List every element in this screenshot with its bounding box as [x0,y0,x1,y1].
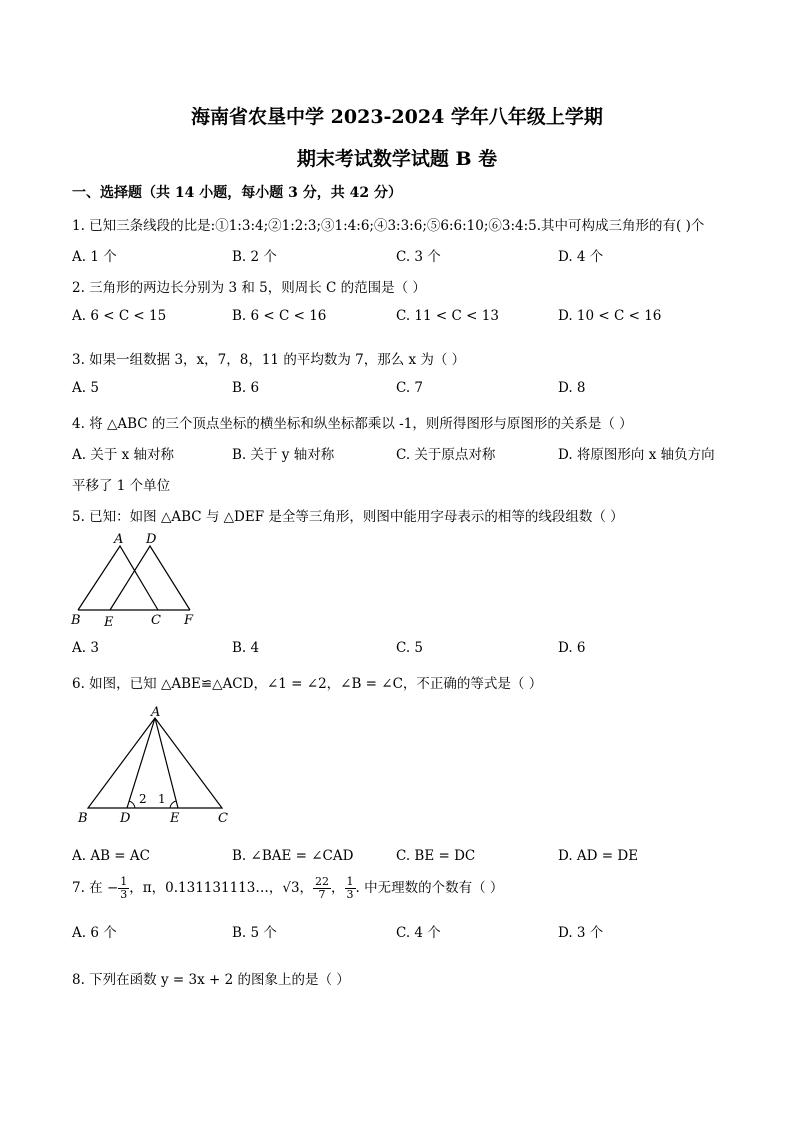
q5-option-c[interactable]: C. 5 [396,640,424,656]
question-7-stem: 7. 在 − $\frac{1}{3}$ ，π，0.131131113…，√3， $\frac{22}{7}$ ， $\frac{1}{3}$ . 中无理数的个数有（ ） [72,875,504,901]
q7-frac1-num: 1 [120,875,128,888]
q3-option-c[interactable]: C. 7 [396,380,424,396]
title-line-1: 海南省农垦中学 2023-2024 学年八年级上学期 [191,106,603,128]
q6-option-a[interactable]: A. AB = AC [72,848,150,864]
triangle-abc [78,546,158,610]
q1-option-c[interactable]: C. 3 个 [396,249,441,265]
angle-2-label: 2 [139,792,147,806]
q7-fraction-2 [313,876,331,901]
label-e: E [170,811,180,826]
label-a: A [151,705,161,720]
question-2-stem: 2. 三角形的两边长分别为 3 和 5，则周长 C 的范围是（ ） [72,280,426,296]
q5-option-a[interactable]: A. 3 [72,640,99,656]
question-8-stem: 8. 下列在函数 y = 3x + 2 的图象上的是（ ） [72,972,350,988]
figure-q6-triangle [72,704,242,830]
q4-option-b[interactable]: B. 关于 y 轴对称 [232,447,335,463]
q2-option-b[interactable]: B. 6 < C < 16 [232,308,327,324]
question-1-stem: 1. 已知三条线段的比是:①1:3:4;②1:2:3;③1:4:6;④3:3:6;⑤6:6:10;⑥3:4:5.其中可构成三角形的有( )个 [72,218,705,234]
q7-option-d[interactable]: D. 3 个 [558,925,604,941]
q6-option-c[interactable]: C. BE = DC [396,848,476,864]
q2-option-c[interactable]: C. 11 < C < 13 [396,308,499,324]
q7-frac2-den: 7 [318,888,326,901]
q7-stem-mid: ，π，0.131131113…，√3， [129,880,314,896]
q7-fraction-1 [118,876,129,901]
question-3-stem: 3. 如果一组数据 3，x，7，8，11 的平均数为 7，那么 x 为（ ） [72,352,466,368]
q5-option-b[interactable]: B. 4 [232,640,260,656]
q7-option-c[interactable]: C. 4 个 [396,925,441,941]
question-4-stem: 4. 将 △ABC 的三个顶点坐标的横坐标和纵坐标都乘以 -1，则所得图形与原图形的关系是（ ） [72,416,633,432]
title-line-2: 期末考试数学试题 B 卷 [296,148,498,170]
q7-stem-pre: 7. 在 − [72,880,119,896]
q3-option-d[interactable]: D. 8 [558,380,586,396]
triangle-abc [88,718,222,808]
q3-option-a[interactable]: A. 5 [72,380,99,396]
label-e: E [104,615,114,630]
q7-stem-post: . 中无理数的个数有（ ） [355,880,504,896]
q4-option-d[interactable]: D. 将原图形向 x 轴负方向 [558,447,715,463]
label-f: F [184,613,194,628]
q3-option-b[interactable]: B. 6 [232,380,260,396]
q6-option-d[interactable]: D. AD = DE [558,848,639,864]
triangle-def [110,546,190,610]
section-header: 一、选择题（共 14 小题，每小题 3 分，共 42 分） [72,185,402,201]
q4-option-c[interactable]: C. 关于原点对称 [396,447,496,463]
label-c: C [218,811,228,826]
q1-option-a[interactable]: A. 1 个 [72,249,117,265]
q7-option-a[interactable]: A. 6 个 [72,925,117,941]
label-c: C [151,613,161,628]
q4-option-d-continuation: 平移了 1 个单位 [72,478,171,494]
q7-frac2-num: 22 [315,875,330,888]
angle-1-label: 1 [158,792,166,806]
label-b: B [71,613,81,628]
label-d: D [146,532,157,547]
q7-frac1-den: 3 [120,888,128,901]
label-d: D [120,811,131,826]
angle-2-arc [129,801,135,808]
q7-option-b[interactable]: B. 5 个 [232,925,277,941]
q5-option-d[interactable]: D. 6 [558,640,586,656]
angle-1-arc [170,801,176,808]
label-b: B [78,811,88,826]
question-6-stem: 6. 如图，已知 △ABE≌△ACD，∠1 = ∠2，∠B = ∠C，不正确的等式是（ ） [72,676,543,692]
q1-option-d[interactable]: D. 4 个 [558,249,604,265]
q7-fraction-3 [345,876,356,901]
q4-option-a[interactable]: A. 关于 x 轴对称 [72,447,175,463]
q1-option-b[interactable]: B. 2 个 [232,249,277,265]
question-5-stem: 5. 已知：如图 △ABC 与 △DEF 是全等三角形，则图中能用字母表示的相等的线段组数（ ） [72,509,624,525]
q7-frac3-den: 3 [346,888,354,901]
q2-option-d[interactable]: D. 10 < C < 16 [558,308,662,324]
label-a: A [114,532,124,547]
q2-option-a[interactable]: A. 6 < C < 15 [72,308,167,324]
q6-option-b[interactable]: B. ∠BAE = ∠CAD [232,848,354,864]
q7-frac3-num: 1 [346,875,354,888]
figure-q5-triangles [68,530,208,630]
